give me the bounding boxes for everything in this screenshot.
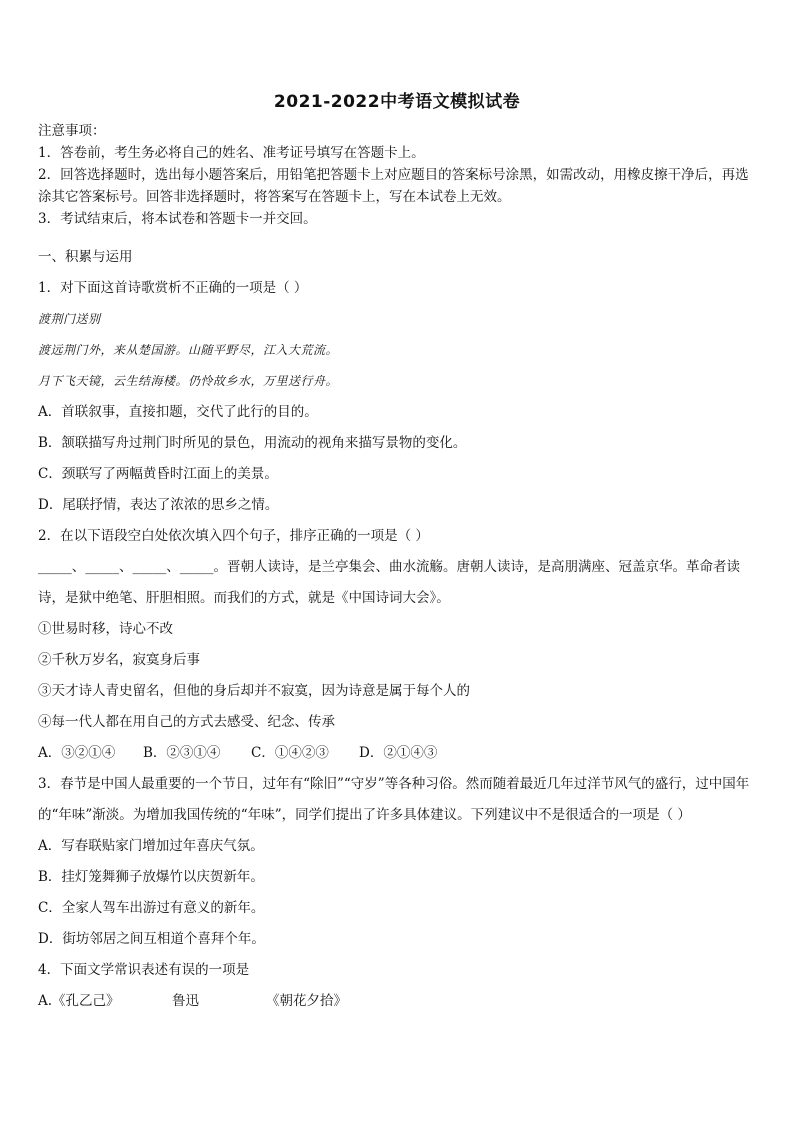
poem-line: 月下飞天镜，云生结海楼。仍怜故乡水，万里送行舟。 bbox=[38, 374, 339, 388]
question-3-option-c: C．全家人驾车出游过有意义的新年。 bbox=[38, 900, 265, 916]
question-2-sentence: ①世易时移，诗心不改 bbox=[38, 621, 173, 637]
question-1-option-c: C．颈联写了两幅黄昏时江面上的美景。 bbox=[38, 466, 278, 482]
question-2-option-b: B．②③①④ bbox=[143, 745, 221, 761]
question-1-option-b: B．颔联描写舟过荆门时所见的景色，用流动的视角来描写景物的变化。 bbox=[38, 435, 467, 451]
notice-item: 2．回答选择题时，选出每小题答案后，用铅笔把答题卡上对应题目的答案标号涂黑，如需改动，用橡皮擦干净后，再选涂其它答案标号。回答非选择题时，将答案写在答题卡上，写在本试卷上无效。 bbox=[38, 167, 749, 205]
question-2-stem: 2．在以下语段空白处依次填入四个句子，排序正确的一项是（ ） bbox=[38, 528, 429, 544]
question-2-option-a: A．③②①④ bbox=[38, 745, 116, 761]
question-2-sentence: ④每一代人都在用自己的方式去感受、纪念、传承 bbox=[38, 714, 335, 730]
question-2-option-d: D．②①④③ bbox=[359, 745, 438, 761]
questions-body bbox=[38, 242, 760, 1017]
question-1-option-d: D．尾联抒情，表达了浓浓的思乡之情。 bbox=[38, 497, 279, 513]
poem-line: 渡远荆门外，来从楚国游。山随平野尽，江入大荒流。 bbox=[38, 343, 339, 357]
question-2-passage: _____、_____、_____、_____。晋朝人读诗，是兰亭集会、曲水流觞。唐朝人读诗，是高朋满座、冠盖京华。革命者读诗，是狱中绝笔、肝胆相照。而我们的方式，就是《中国诗词大会》。 bbox=[38, 559, 740, 606]
question-1-stem: 1．对下面这首诗歌赏析不正确的一项是（ ） bbox=[38, 280, 308, 296]
question-2-sentence: ③天才诗人青史留名，但他的身后却并不寂寞，因为诗意是属于每个人的 bbox=[38, 683, 470, 699]
question-3-option-a: A．写春联贴家门增加过年喜庆气氛。 bbox=[38, 838, 264, 854]
question-3-option-b: B．挂灯笼舞狮子放爆竹以庆贺新年。 bbox=[38, 869, 264, 885]
question-3-stem: 3．春节是中国人最重要的一个节日，过年有“除旧”“守岁”等各种习俗。然而随着最近几年过洋节风气的盛行，过中国年的“年味”渐淡。为增加我国传统的“年味”，同学们提出了许多具体建议。下列建议中不是很适合的一项是（ ） bbox=[38, 776, 750, 823]
question-4-stem: 4．下面文学常识表述有误的一项是 bbox=[38, 962, 250, 978]
question-2-option-c: C．①④②③ bbox=[251, 745, 329, 761]
question-1-option-a: A．首联叙事，直接扣题，交代了此行的目的。 bbox=[38, 404, 318, 420]
notice-block bbox=[38, 120, 760, 230]
notice-item: 1．答卷前，考生务必将自己的姓名、准考证号填写在答题卡上。 bbox=[38, 145, 425, 161]
notice-item: 3．考试结束后，将本试卷和答题卡一并交回。 bbox=[38, 211, 317, 227]
page-title: 2021-2022中考语文模拟试卷 bbox=[273, 92, 521, 112]
notice-heading: 注意事项： bbox=[38, 123, 106, 139]
work-title: A.《孔乙己》 bbox=[38, 993, 120, 1009]
question-4-option-a bbox=[38, 986, 760, 1017]
collection-title: 《朝花夕拾》 bbox=[266, 993, 347, 1009]
author-name: 鲁迅 bbox=[172, 993, 199, 1009]
question-3-option-d: D．街坊邻居之间互相道个喜拜个年。 bbox=[38, 931, 265, 947]
section-heading: 一、积累与运用 bbox=[38, 249, 133, 265]
poem-title: 渡荆门送别 bbox=[38, 312, 101, 326]
question-2-sentence: ②千秋万岁名，寂寞身后事 bbox=[38, 652, 200, 668]
question-2-options bbox=[38, 738, 760, 769]
